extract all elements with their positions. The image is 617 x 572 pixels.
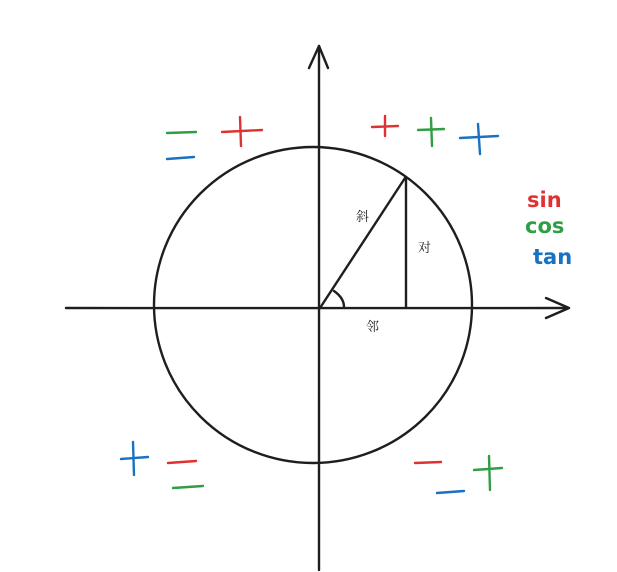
q3-tan-plus-sign — [121, 442, 148, 475]
q3-sin-minus-sign — [168, 461, 196, 463]
adjacent-label: 邻 — [366, 320, 380, 335]
q2-sin-plus-sign — [222, 117, 262, 146]
quadrant-1-signs — [372, 116, 498, 154]
legend-sin: sin — [527, 188, 562, 212]
q3-cos-minus-sign — [173, 486, 203, 488]
q2-cos-minus-sign — [167, 132, 196, 133]
legend-cos: cos — [525, 214, 565, 238]
q4-tan-minus-sign — [437, 491, 464, 493]
quadrant-4-signs — [415, 456, 502, 493]
angle-arc — [334, 291, 344, 307]
q1-tan-plus-sign — [460, 124, 498, 154]
opposite-label: 对 — [418, 241, 432, 256]
unit-circle — [154, 147, 472, 463]
q4-cos-plus-sign — [474, 456, 502, 490]
legend-tan: tan — [533, 245, 573, 269]
hypotenuse-line — [320, 178, 405, 308]
q1-sin-plus-sign — [372, 116, 398, 136]
x-axis — [66, 308, 568, 309]
q4-sin-minus-sign — [415, 462, 441, 463]
quadrant-2-signs — [167, 117, 262, 159]
q2-tan-minus-sign — [167, 157, 194, 159]
quadrant-3-signs — [121, 442, 203, 488]
hypotenuse-label: 斜 — [356, 210, 370, 225]
q1-cos-plus-sign — [418, 118, 444, 146]
